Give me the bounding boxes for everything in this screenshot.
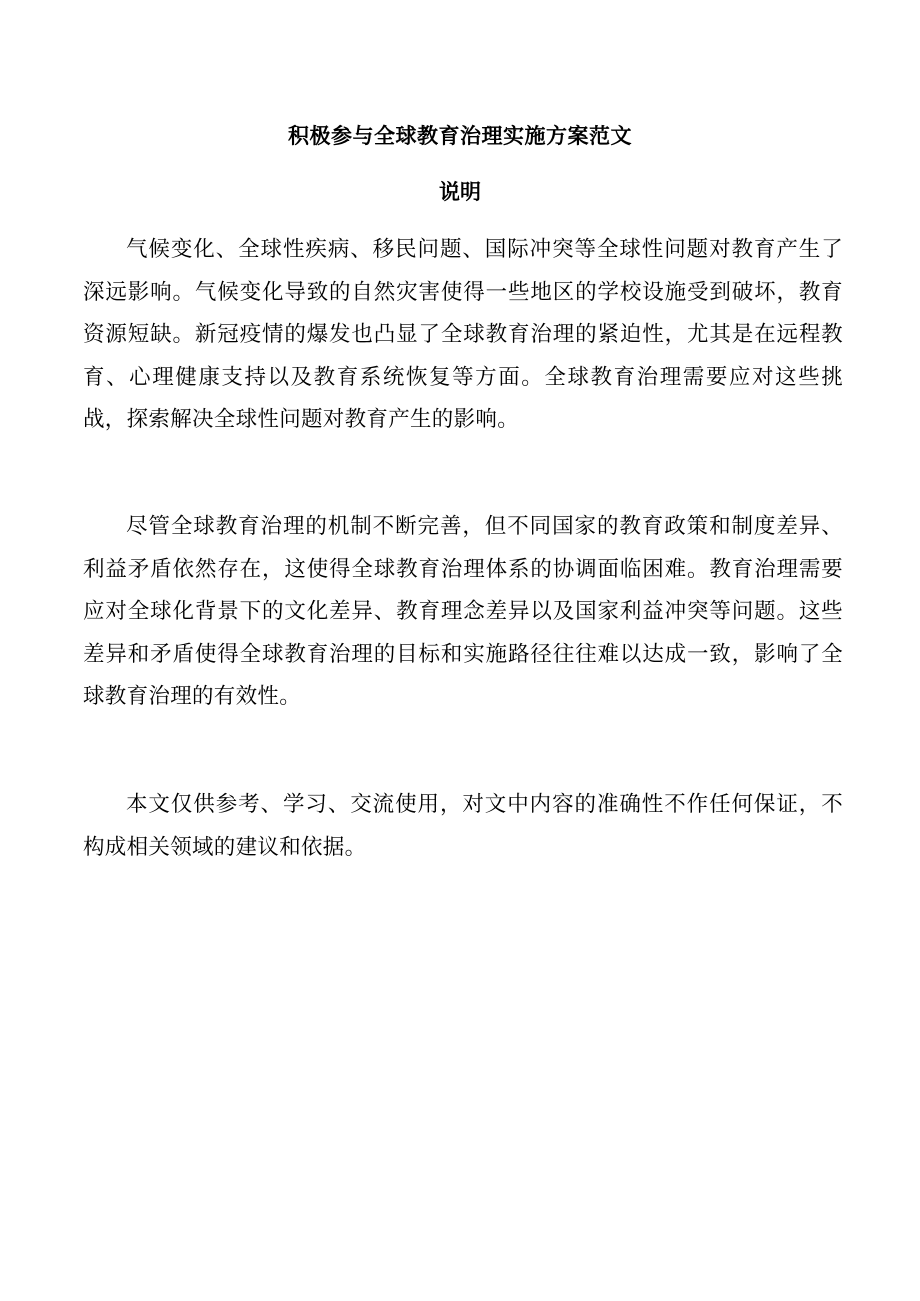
section-heading: 说明 — [439, 179, 481, 204]
paragraph-1: 气候变化、全球性疾病、移民问题、国际冲突等全球性问题对教育产生了深远影响。气候变化导致的自然灾害使得一些地区的学校设施受到破坏，教育资源短缺。新冠疫情的爆发也凸显了全球教育治理的紧迫性，尤其是在远程教育、心理健康支持以及教育系统恢复等方面。全球教育治理需要应对这些挑战，探索解决全球性问题对教育产生的影响。 — [83, 237, 843, 433]
paragraph-disclaimer: 本文仅供参考、学习、交流使用，对文中内容的准确性不作任何保证，不构成相关领域的建议和依据。 — [83, 792, 843, 860]
document-title: 积极参与全球教育治理实施方案范文 — [288, 123, 632, 148]
paragraph-2: 尽管全球教育治理的机制不断完善，但不同国家的教育政策和制度差异、利益矛盾依然存在，这使得全球教育治理体系的协调面临困难。教育治理需要应对全球化背景下的文化差异、教育理念差异以及国家利益冲突等问题。这些差异和矛盾使得全球教育治理的目标和实施路径往往难以达成一致，影响了全球教育治理的有效性。 — [83, 514, 843, 710]
